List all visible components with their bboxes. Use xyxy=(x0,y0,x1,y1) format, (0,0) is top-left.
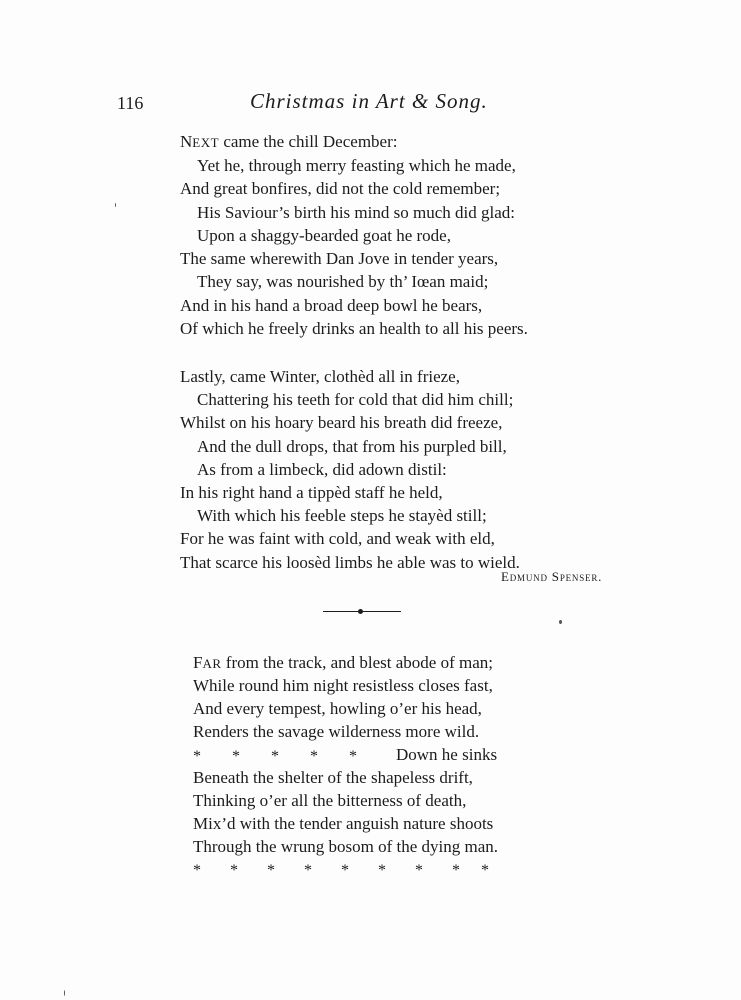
small-caps-word: AR xyxy=(202,656,222,671)
poem-line: For he was faint with cold, and weak with eld, xyxy=(180,529,495,548)
small-caps-word: EXT xyxy=(192,135,220,150)
poem-line: And great bonfires, did not the cold remember; xyxy=(180,179,501,198)
poem-line: Chattering his teeth for cold that did him chill; xyxy=(197,390,514,409)
asterisk: * xyxy=(341,862,349,879)
drop-letter: N xyxy=(180,132,193,151)
drop-letter: F xyxy=(193,653,203,672)
paper-speck xyxy=(64,990,65,996)
poem-line: And the dull drops, that from his purpled bill, xyxy=(197,437,507,456)
poem-line: Beneath the shelter of the shapeless drift, xyxy=(193,768,473,787)
poem-line: And every tempest, howling o’er his head, xyxy=(193,699,482,718)
line-text: from the track, and blest abode of man; xyxy=(221,653,493,672)
poem-line: Whilst on his hoary beard his breath did freeze, xyxy=(180,413,503,432)
poem-line: Lastly, came Winter, clothèd all in frieze, xyxy=(180,367,460,386)
poem-line: While round him night resistless closes fast, xyxy=(193,676,493,695)
asterisk: * xyxy=(230,862,238,879)
poem-line: Through the wrung bosom of the dying man. xyxy=(193,837,499,856)
asterisk: * xyxy=(415,862,423,879)
attribution: Edmund Spenser. xyxy=(501,569,603,584)
paper-speck xyxy=(115,203,116,207)
page-number: 116 xyxy=(117,93,144,113)
running-head: Christmas in Art & Song. xyxy=(250,89,488,113)
line-text: came the chill December: xyxy=(219,132,398,151)
poem-line: That scarce his loosèd limbs he able was to wield. xyxy=(180,553,520,572)
asterisk: * xyxy=(271,748,279,765)
poem-line xyxy=(193,652,493,675)
poem-line: The same wherewith Dan Jove in tender years, xyxy=(180,249,499,268)
poem-line: Down he sinks xyxy=(396,745,498,764)
asterisk: * xyxy=(378,862,386,879)
poem-line: Thinking o’er all the bitterness of death, xyxy=(193,791,467,810)
asterisk: * xyxy=(452,862,460,879)
asterisk: * xyxy=(232,748,240,765)
poem-line: Renders the savage wilderness more wild. xyxy=(193,722,480,741)
asterisk: * xyxy=(310,748,318,765)
asterisk: * xyxy=(193,862,201,879)
asterisk: * xyxy=(481,862,489,879)
poem-line: Upon a shaggy-bearded goat he rode, xyxy=(197,226,451,245)
poem-line: Of which he freely drinks an health to all his peers. xyxy=(180,319,528,338)
asterisk: * xyxy=(267,862,275,879)
poem-line: Yet he, through merry feasting which he made, xyxy=(197,156,516,175)
asterisk: * xyxy=(193,748,201,765)
poem-line: With which his feeble steps he stayèd still; xyxy=(197,506,487,525)
asterisk: * xyxy=(349,748,357,765)
poem-line xyxy=(180,131,397,154)
poem-line: And in his hand a broad deep bowl he bears, xyxy=(180,296,483,315)
poem-line: Mix’d with the tender anguish nature shoots xyxy=(193,814,494,833)
divider-dot xyxy=(358,609,363,614)
poem-line: As from a limbeck, did adown distil: xyxy=(197,460,447,479)
poem-line: His Saviour’s birth his mind so much did glad: xyxy=(197,203,515,222)
poem-line: In his right hand a tippèd staff he held, xyxy=(180,483,443,502)
asterisk: * xyxy=(304,862,312,879)
poem-line: They say, was nourished by th’ Iœan maid; xyxy=(197,272,489,291)
paper-speck xyxy=(559,620,562,624)
